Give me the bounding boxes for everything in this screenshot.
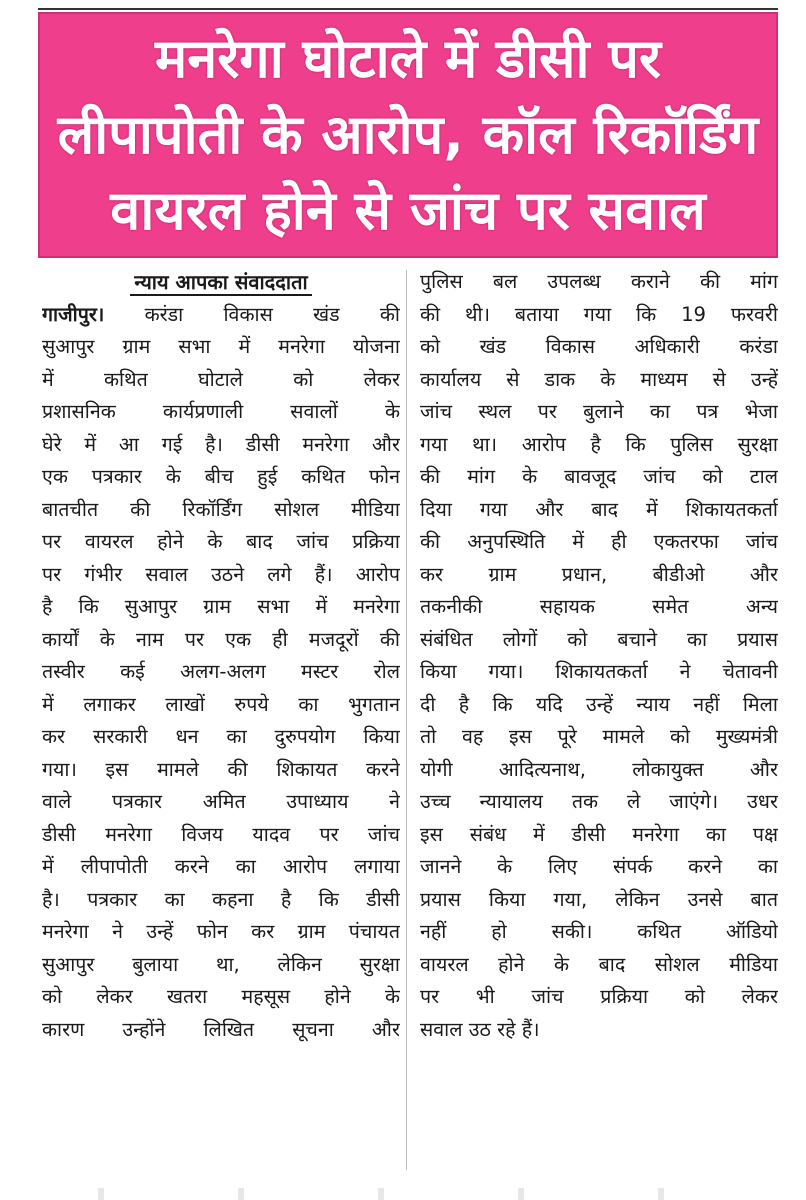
article-line: प्रशासनिक कार्यप्रणाली सवालों के	[42, 400, 400, 423]
article-line	[42, 299, 400, 332]
article-line: सुआपुर ग्राम सभा में मनरेगा योजना	[42, 335, 400, 358]
article-line: तो वह इस पूरे मामले को मुख्यमंत्री	[420, 725, 778, 748]
article-line: पर गंभीर सवाल उठने लगे हैं। आरोप	[42, 562, 400, 586]
byline-text: न्याय आपका संवाददाता	[130, 270, 311, 296]
article-line: पुलिस बल उपलब्ध कराने की मांग	[420, 270, 778, 293]
headline-line-2: लीपापोती के आरोप, कॉल रिकॉर्डिंग	[57, 103, 759, 166]
article-line: एक पत्रकार के बीच हुई कथित फोन	[42, 465, 400, 488]
byline	[42, 266, 400, 299]
article-line: की अनुपस्थिति में ही एकतरफा जांच	[420, 530, 778, 553]
article-column-left	[42, 266, 400, 1046]
article-line: संबंधित लोगों को बचाने का प्रयास	[420, 627, 778, 651]
article-line: गया था। आरोप है कि पुलिस सुरक्षा	[420, 432, 778, 456]
article-line: तकनीकी सहायक समेत अन्य	[420, 595, 778, 618]
article-line: पर वायरल होने के बाद जांच प्रक्रिया	[42, 530, 400, 553]
top-rule	[38, 0, 778, 10]
article-line: दी है कि यदि उन्हें न्याय नहीं मिला	[420, 692, 778, 716]
article-line: है कि सुआपुर ग्राम सभा में मनरेगा	[42, 595, 400, 618]
article-line: दिया गया और बाद में शिकायतकर्ता	[420, 497, 778, 521]
article-line: जानने के लिए संपर्क करने का	[420, 855, 778, 878]
article-line: मनरेगा ने उन्हें फोन कर ग्राम पंचायत	[42, 920, 400, 943]
dateline: गाजीपुर।	[42, 302, 105, 326]
article-line: तस्वीर कई अलग-अलग मस्टर रोल	[42, 660, 400, 683]
article-line: गया। इस मामले की शिकायत करने	[42, 757, 400, 781]
article-line: सुआपुर बुलाया था, लेकिन सुरक्षा	[42, 952, 400, 976]
article-column-right	[420, 266, 778, 1046]
article-line: नहीं हो सकी। कथित ऑडियो	[420, 920, 778, 943]
article-line: वायरल होने के बाद सोशल मीडिया	[420, 952, 778, 976]
article-line: है। पत्रकार का कहना है कि डीसी	[42, 887, 400, 911]
article-line: सवाल उठ रहे हैं।	[420, 1017, 540, 1041]
article-line: में कथित घोटाले को लेकर	[42, 367, 400, 391]
article-line: पर भी जांच प्रक्रिया को लेकर	[420, 985, 778, 1008]
article-line: जांच स्थल पर बुलाने का पत्र भेजा	[420, 400, 778, 423]
column-divider	[406, 270, 407, 1170]
article-line: उच्च न्यायालय तक ले जाएंगे। उधर	[420, 790, 778, 813]
article-line: में लगाकर लाखों रुपये का भुगतान	[42, 692, 400, 716]
article-line: योगी आदित्यनाथ, लोकायुक्त और	[420, 757, 778, 781]
bottom-edge-scrap	[38, 1188, 778, 1200]
article-line: में लीपापोती करने का आरोप लगाया	[42, 855, 400, 878]
article-line: बातचीत की रिकॉर्डिंग सोशल मीडिया	[42, 497, 400, 521]
article-line: की थी। बताया गया कि 19 फरवरी	[420, 302, 778, 326]
headline-box	[38, 12, 778, 258]
article-line: वाले पत्रकार अमित उपाध्याय ने	[42, 790, 400, 813]
article-line: कार्यों के नाम पर एक ही मजदूरों की	[42, 627, 400, 651]
headline-line-3: वायरल होने से जांच पर सवाल	[110, 179, 706, 242]
article-line: कर सरकारी धन का दुरुपयोग किया	[42, 725, 400, 748]
headline-line-1: मनरेगा घोटाले में डीसी पर	[154, 27, 662, 90]
article-line: कर ग्राम प्रधान, बीडीओ और	[420, 562, 778, 586]
article-line: प्रयास किया गया, लेकिन उनसे बात	[420, 887, 778, 911]
article-line: किया गया। शिकायतकर्ता ने चेतावनी	[420, 660, 778, 683]
article-line: की मांग के बावजूद जांच को टाल	[420, 465, 778, 488]
article-line: कार्यालय से डाक के माध्यम से उन्हें	[420, 367, 778, 391]
article-line-text: करंडा विकास खंड की	[144, 302, 400, 326]
article-line: कारण उन्होंने लिखित सूचना और	[42, 1017, 400, 1041]
article-line: इस संबंध में डीसी मनरेगा का पक्ष	[420, 822, 778, 846]
article-columns	[38, 266, 778, 1176]
article-line: डीसी मनरेगा विजय यादव पर जांच	[42, 822, 400, 846]
article-line: को खंड विकास अधिकारी करंडा	[420, 335, 778, 358]
article-line: को लेकर खतरा महसूस होने के	[42, 985, 400, 1008]
article-line: घेरे में आ गई है। डीसी मनरेगा और	[42, 432, 400, 456]
